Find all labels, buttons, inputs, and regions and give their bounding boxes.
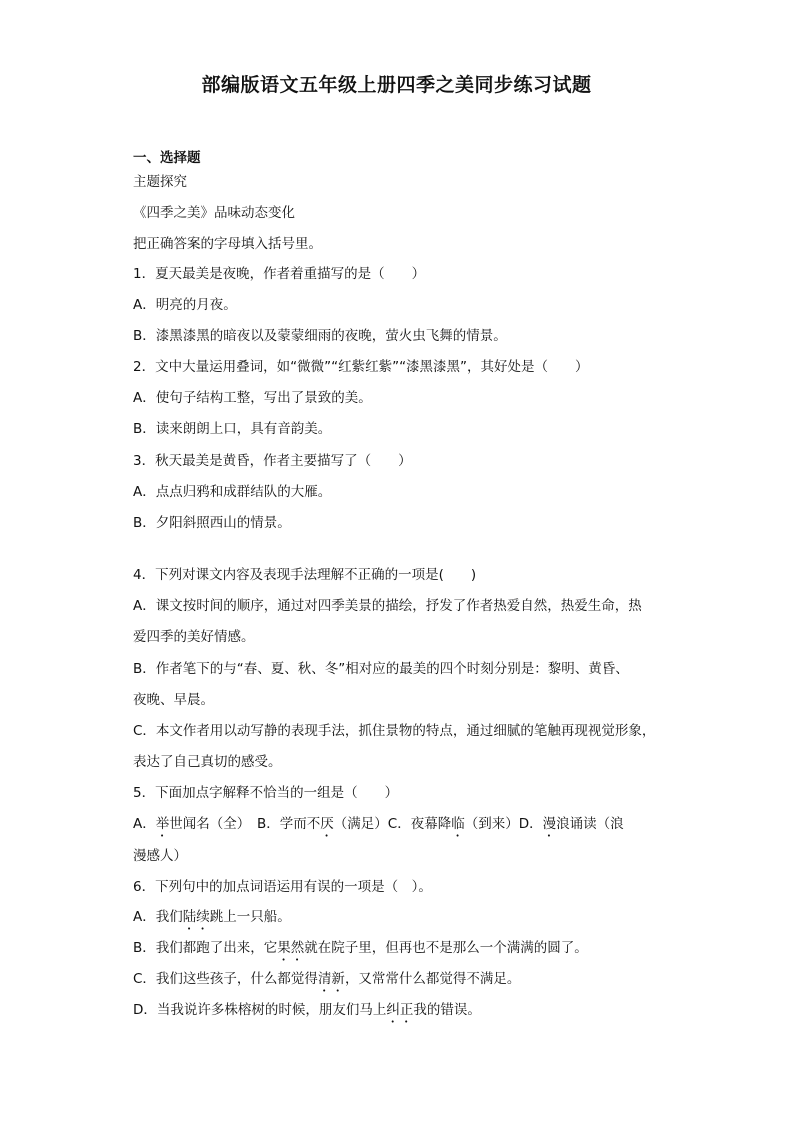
q5-options-segment-b: （满足）C．夜幕降 [333,816,452,832]
question-6-stem: 6．下列句中的加点词语运用有误的一项是（ ）。 [133,879,432,895]
q6-a-suffix: 跳上一只船。 [209,909,291,925]
q6-d-suffix: 我的错误。 [413,1002,481,1018]
q5-dotted-char-a: 举 [155,816,170,832]
question-4-stem: 4．下列对课文内容及表现手法理解不正确的一项是( ) [133,567,477,583]
question-6-option-b [133,938,663,964]
q6-c-prefix: C．我们这些孩子，什么都觉得 [133,971,318,987]
question-4-option-b-line-2: 夜晚、早晨。 [133,692,214,708]
question-2-option-b: B．读来朗朗上口，具有音韵美。 [133,421,332,437]
q6-b-dotted-word: 果然 [277,940,305,956]
q5-dotted-char-d: 漫 [542,816,557,832]
question-3-option-b: B．夕阳斜照西山的情景。 [133,515,291,531]
question-6-option-a [133,907,663,933]
question-5-options [133,814,663,840]
q6-c-suffix: ，又常常什么都觉得不满足。 [344,971,521,987]
q6-a-prefix: A．我们 [133,909,183,925]
q6-c-dotted-word: 清新 [317,971,345,987]
q5-options-segment-c: （到来）D． [464,816,543,832]
question-3-option-a: A．点点归鸦和成群结队的大雁。 [133,484,332,500]
question-3-stem: 3．秋天最美是黄昏，作者主要描写了（ ） [133,453,412,469]
question-4-option-c-line-1: C．本文作者用以动写静的表现手法，抓住景物的特点，通过细腻的笔触再现视觉形象， [133,723,656,739]
theme-label: 主题探究 [133,174,187,190]
q5-dotted-char-c: 临 [451,816,465,832]
question-1-option-a: A．明亮的月夜。 [133,297,237,313]
question-4-option-c-line-2: 表达了自己真切的感受。 [133,754,282,770]
question-2-option-a: A．使句子结构工整，写出了景致的美。 [133,390,372,406]
question-4-option-b-line-1: B．作者笔下的与“春、夏、秋、冬”相对应的最美的四个时刻分别是：黎明、黄昏、 [133,661,629,677]
instruction-text: 把正确答案的字母填入括号里。 [133,236,322,252]
section-heading: 一、选择题 [133,150,201,166]
question-4-option-a-line-1: A．课文按时间的顺序，通过对四季美景的描绘，抒发了作者热爱自然，热爱生命，热 [133,598,642,614]
q6-b-suffix: 就在院子里，但再也不是那么一个满满的圆了。 [304,940,588,956]
question-2-stem: 2．文中大量运用叠词，如“微微”“红紫红紫”“漆黑漆黑”，其好处是（ ） [133,359,589,375]
document-title: 部编版语文五年级上册四季之美同步练习试题 [201,74,592,96]
question-6-option-d [133,1000,663,1026]
question-6-option-c [133,969,663,995]
q6-a-dotted-word: 陆续 [182,909,210,925]
q6-d-dotted-word: 纠正 [386,1002,414,1018]
question-1-option-b: B．漆黑漆黑的暗夜以及蒙蒙细雨的夜晚，萤火虫飞舞的情景。 [133,328,507,344]
question-5-options-line-2: 漫感人） [133,848,187,864]
q5-options-segment-a: 世闻名（全） B．学而不 [169,816,321,832]
q6-d-prefix: D．当我说许多株榕树的时候，朋友们马上 [133,1002,387,1018]
question-1-stem: 1．夏天最美是夜晚，作者着重描写的是（ ） [133,266,426,282]
q6-b-prefix: B．我们都跑了出来，它 [133,940,278,956]
subtopic-label: 《四季之美》品味动态变化 [133,205,295,221]
q5-dotted-char-b: 厌 [320,816,334,832]
question-4-option-a-line-2: 爱四季的美好情感。 [133,629,255,645]
question-5-stem: 5．下面加点字解释不恰当的一组是（ ） [133,785,399,801]
q5-option-a-prefix: A． [133,816,156,832]
q5-options-segment-d: 浪诵读（浪 [556,816,624,832]
